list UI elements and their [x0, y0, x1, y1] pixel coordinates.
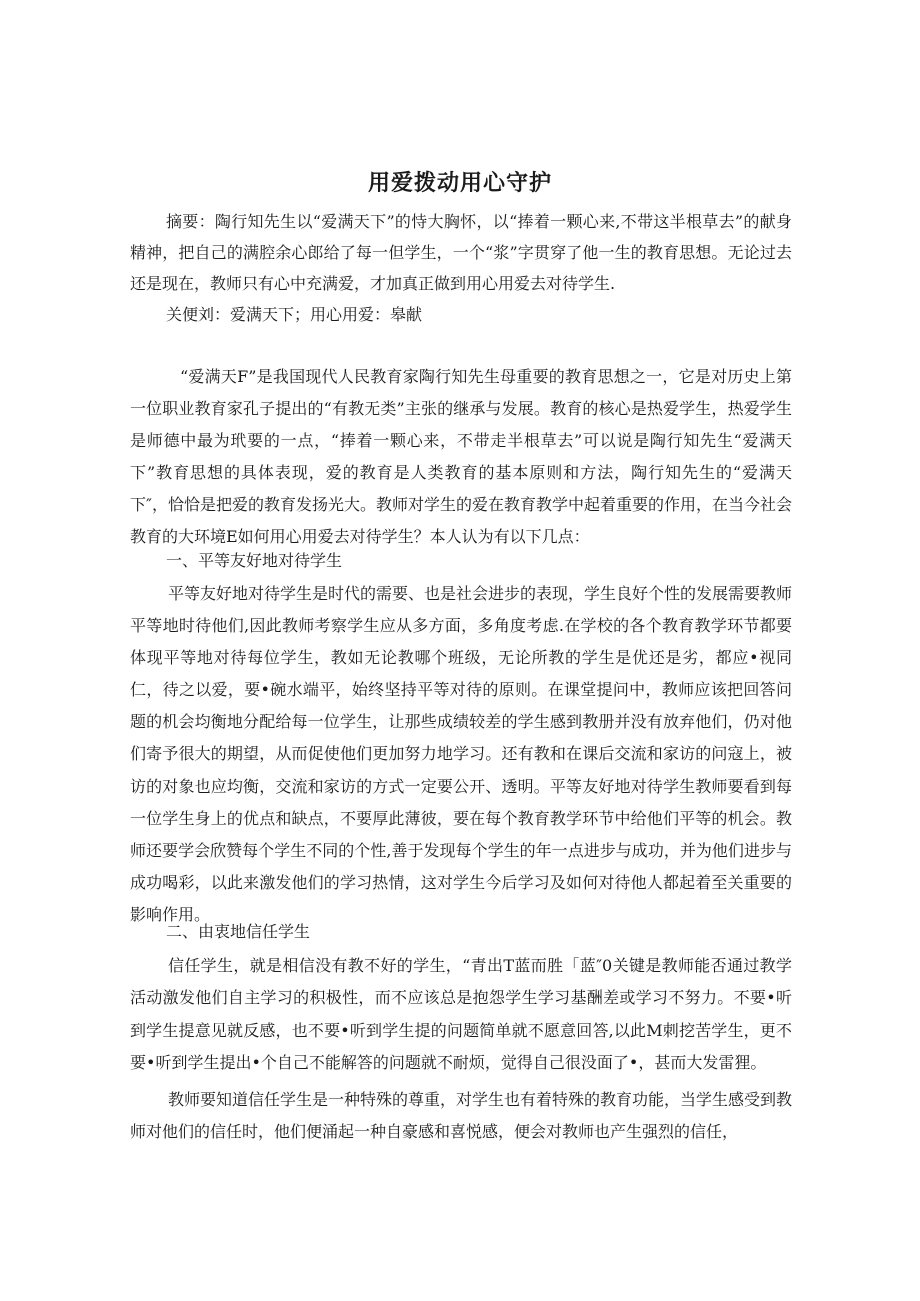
section-heading-1: 一、平等友好地对待学生 [166, 551, 343, 570]
section-heading-2: 二、由衷地信任学生 [166, 922, 311, 941]
section-2-paragraph-2: 教师要知道信任学生是一种特殊的尊重，对学生也有着特殊的教育功能，当学生感受到教师对他们的信任时，他们便涌起一种自豪感和喜悦感，便会对教师也产生强烈的信任， [130, 1090, 793, 1141]
document-title: 用爱拨动用心守护 [367, 171, 552, 196]
section-1-paragraph: 平等友好地对待学生是时代的需要、也是社会进步的表现，学生良好个性的发展需要教师平等地时待他们,因此教师考察学生应从多方面，多角度考虑.在学校的各个教育教学环节都要体现平等地对待每位学生，教如无论教哪个班级，无论所教的学生是优还是劣，都应•视同仁，待之以爱，要•碗水端平，始终坚持平等对待的原则。在课堂提问中，教师应该把回答问题的机会均衡地分配给每一位学生，让那些成绩较差的学生感到教册并没有放弃他们，仍对他们寄予很大的期望，从而促使他们更加努力地学习。还有教和在课后交流和家访的问寇上，被访的对象也应均衡，交流和家访的方式一定要公开、透明。平等友好地对待学生教师要看到每一位学生身上的优点和缺点，不要厚此薄彼，要在每个教育教学环节中给他们平等的机会。教师还要学会欣赞每个学生不同的个性,善于发现每个学生的年一点进步与成功，并为他们进步与成功喝彩，以此来激发他们的学习热情，这对学生今后学习及如何对待他人都起着至关重要的影响作用。 [130, 584, 793, 924]
section-2-paragraph-1: 信任学生，就是相信没有教不好的学生，“青出T蓝而胜「蓝″0关键是教师能否通过教学活动激发他们自主学习的积极性，而不应该总是抱怨学生学习基酬差或学习不努力。不要•听到学生提意见就反感，也不要•听到学生提的问题简单就不愿意回答,以此M刺挖苦学生，更不要•听到学生提出•个自己不能解答的问题就不耐烦，觉得自己很没面了•，甚而大发雷狸。 [130, 956, 792, 1072]
abstract-paragraph: 摘要：陶行知先生以“爱满天下”的恃大胸怀，以“捧着一颗心来,不带这半根草去”的献身精神，把自己的满腔余心郎给了每一但学生，一个“浆”字贯穿了他一生的教育思想。无论过去还是现在，教师只有心中充满爱，才加真正做到用心用爱去对待学生. [130, 212, 792, 293]
keywords-line: 关便刘：爱满天下；用心用爱：皋献 [166, 305, 423, 324]
intro-paragraph: “爱满天F”是我国现代人民教育家陶行知先生母重要的教育思想之一，它是对历史上第一位职业教育家孔子提出的“有教无类”主张的继承与发展。教育的核心是热爱学生，热爱学生是师德中最为玳要的一点，“捧着一颗心来，不带走半根草去”可以说是陶行知先生“爱满天下”教育思想的具体表现，爱的教育是人类教育的基本原则和方法，陶行知先生的“爱满天下″，恰恰是把爱的教育发扬光大。教师对学生的爱在教育教学中起着重要的作用，在当今社会教育的大环境E如何用心用爱去对待学生？本人认为有以下几点： [130, 367, 792, 546]
